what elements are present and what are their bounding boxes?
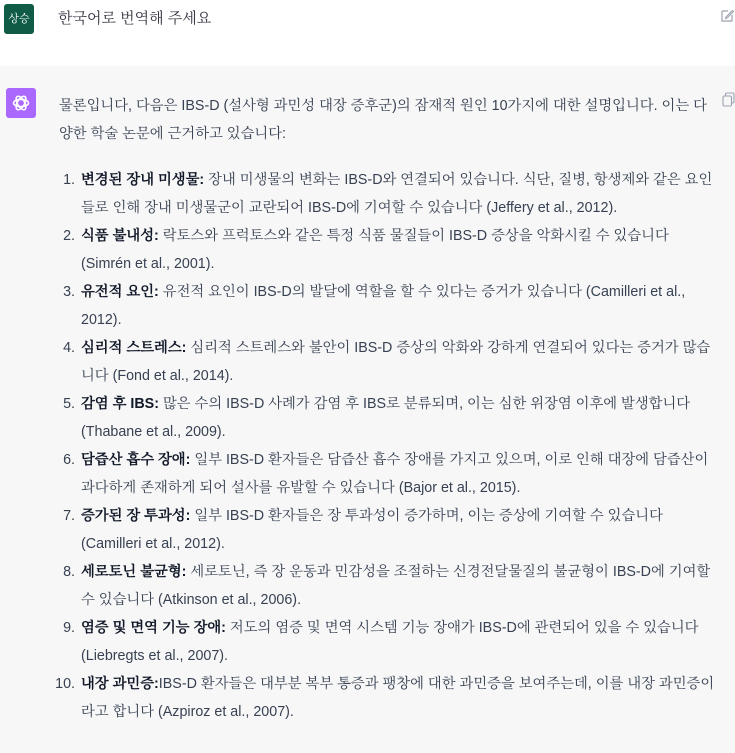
item-title: 식품 불내성: bbox=[81, 228, 159, 244]
list-item: 9. 염증 및 면역 기능 장애: 저도의 염증 및 면역 시스템 기능 장애가 IBS-D에 관련되어 있을 수 있습니다 (Liebregts et al., 2007). bbox=[63, 620, 699, 664]
item-text: 세로토닌, 즉 장 운동과 민감성을 조절하는 신경전달물질의 불균형이 IBS-D에 기여할 수 있습니다 (Atkinson et al., 2006). bbox=[81, 564, 711, 608]
item-text: 저도의 염증 및 면역 시스템 기능 장애가 IBS-D에 관련되어 있을 수 있습니다 (Liebregts et al., 2007). bbox=[81, 620, 699, 664]
list-item: 1. 변경된 장내 미생물: 장내 미생물의 변화는 IBS-D와 연결되어 있습니다. 식단, 질병, 항생제와 같은 요인들로 인해 장내 미생물군이 교란되어 IBS-D에 기여할 수 있습니다 (Jeffery et al., 2012). bbox=[63, 172, 713, 216]
copy-icon[interactable] bbox=[722, 92, 735, 107]
item-title: 감염 후 IBS: bbox=[81, 396, 159, 412]
causes-list bbox=[55, 166, 715, 726]
list-item: 4. 심리적 스트레스: 심리적 스트레스와 불안이 IBS-D 증상의 악화와 강하게 연결되어 있다는 증거가 많습니다 (Fond et al., 2014). bbox=[63, 340, 711, 384]
item-title: 염증 및 면역 기능 장애: bbox=[81, 620, 226, 636]
item-title: 내장 과민증: bbox=[81, 676, 159, 692]
item-text: 심리적 스트레스와 불안이 IBS-D 증상의 악화와 강하게 연결되어 있다는 증거가 많습니다 (Fond et al., 2014). bbox=[81, 340, 711, 384]
item-title: 유전적 요인: bbox=[81, 284, 159, 300]
item-title: 심리적 스트레스: bbox=[81, 340, 187, 356]
item-text: 유전적 요인이 IBS-D의 발달에 역할을 할 수 있다는 증거가 있습니다 (Camilleri et al., 2012). bbox=[81, 284, 686, 328]
list-item: 10. 내장 과민증:IBS-D 환자들은 대부분 복부 통증과 팽창에 대한 과민증을 보여주는데, 이를 내장 과민증이라고 합니다 (Azpiroz et al., 2007). bbox=[55, 676, 715, 720]
user-message-text: 한국어로 번역해 주세요 bbox=[58, 10, 212, 27]
assistant-message-row bbox=[0, 66, 735, 753]
item-title: 세로토닌 불균형: bbox=[81, 564, 187, 580]
user-message-row bbox=[0, 0, 735, 67]
edit-icon[interactable] bbox=[720, 8, 735, 23]
item-text: 많은 수의 IBS-D 사례가 감염 후 IBS로 분류되며, 이는 심한 위장염 이후에 발생합니다 (Thabane et al., 2009). bbox=[81, 396, 691, 440]
item-text: IBS-D 환자들은 대부분 복부 통증과 팽창에 대한 과민증을 보여주는데, 이를 내장 과민증이라고 합니다 (Azpiroz et al., 2007). bbox=[81, 676, 715, 720]
item-text: 락토스와 프럭토스와 같은 특정 식품 물질들이 IBS-D 증상을 악화시킬 수 있습니다 (Simrén et al., 2001). bbox=[81, 228, 669, 272]
intro-paragraph: 물론입니다, 다음은 IBS-D (설사형 과민성 대장 증후군)의 잠재적 원인 10가지에 대한 설명입니다. 이는 다양한 학술 논문에 근거하고 있습니다: bbox=[59, 98, 707, 142]
item-text: 장내 미생물의 변화는 IBS-D와 연결되어 있습니다. 식단, 질병, 항생제와 같은 요인들로 인해 장내 미생물군이 교란되어 IBS-D에 기여할 수 있습니다 (Jeffery et al., 2012). bbox=[81, 172, 713, 216]
assistant-message-content bbox=[55, 92, 715, 726]
user-avatar: 상승 bbox=[4, 4, 34, 34]
openai-logo-icon bbox=[6, 88, 36, 118]
item-title: 증가된 장 투과성: bbox=[81, 508, 191, 524]
list-item: 6. 담즙산 흡수 장애: 일부 IBS-D 환자들은 담즙산 흡수 장애를 가지고 있으며, 이로 인해 대장에 담즙산이 과다하게 존재하게 되어 설사를 유발할 수 있습니다 (Bajor et al., 2015). bbox=[63, 452, 709, 496]
item-title: 변경된 장내 미생물: bbox=[81, 172, 205, 188]
item-text: 일부 IBS-D 환자들은 장 투과성이 증가하며, 이는 증상에 기여할 수 있습니다 (Camilleri et al., 2012). bbox=[81, 508, 663, 552]
list-item: 8. 세로토닌 불균형: 세로토닌, 즉 장 운동과 민감성을 조절하는 신경전달물질의 불균형이 IBS-D에 기여할 수 있습니다 (Atkinson et al., 2006). bbox=[63, 564, 711, 608]
list-item: 3. 유전적 요인: 유전적 요인이 IBS-D의 발달에 역할을 할 수 있다는 증거가 있습니다 (Camilleri et al., 2012). bbox=[63, 284, 686, 328]
list-item: 7. 증가된 장 투과성: 일부 IBS-D 환자들은 장 투과성이 증가하며, 이는 증상에 기여할 수 있습니다 (Camilleri et al., 2012). bbox=[63, 508, 663, 552]
item-text: 일부 IBS-D 환자들은 담즙산 흡수 장애를 가지고 있으며, 이로 인해 대장에 담즙산이 과다하게 존재하게 되어 설사를 유발할 수 있습니다 (Bajor et al., 2015). bbox=[81, 452, 709, 496]
list-item: 2. 식품 불내성: 락토스와 프럭토스와 같은 특정 식품 물질들이 IBS-D 증상을 악화시킬 수 있습니다 (Simrén et al., 2001). bbox=[63, 228, 669, 272]
list-item: 5. 감염 후 IBS: 많은 수의 IBS-D 사례가 감염 후 IBS로 분류되며, 이는 심한 위장염 이후에 발생합니다 (Thabane et al., 2009). bbox=[63, 396, 691, 440]
item-title: 담즙산 흡수 장애: bbox=[81, 452, 191, 468]
